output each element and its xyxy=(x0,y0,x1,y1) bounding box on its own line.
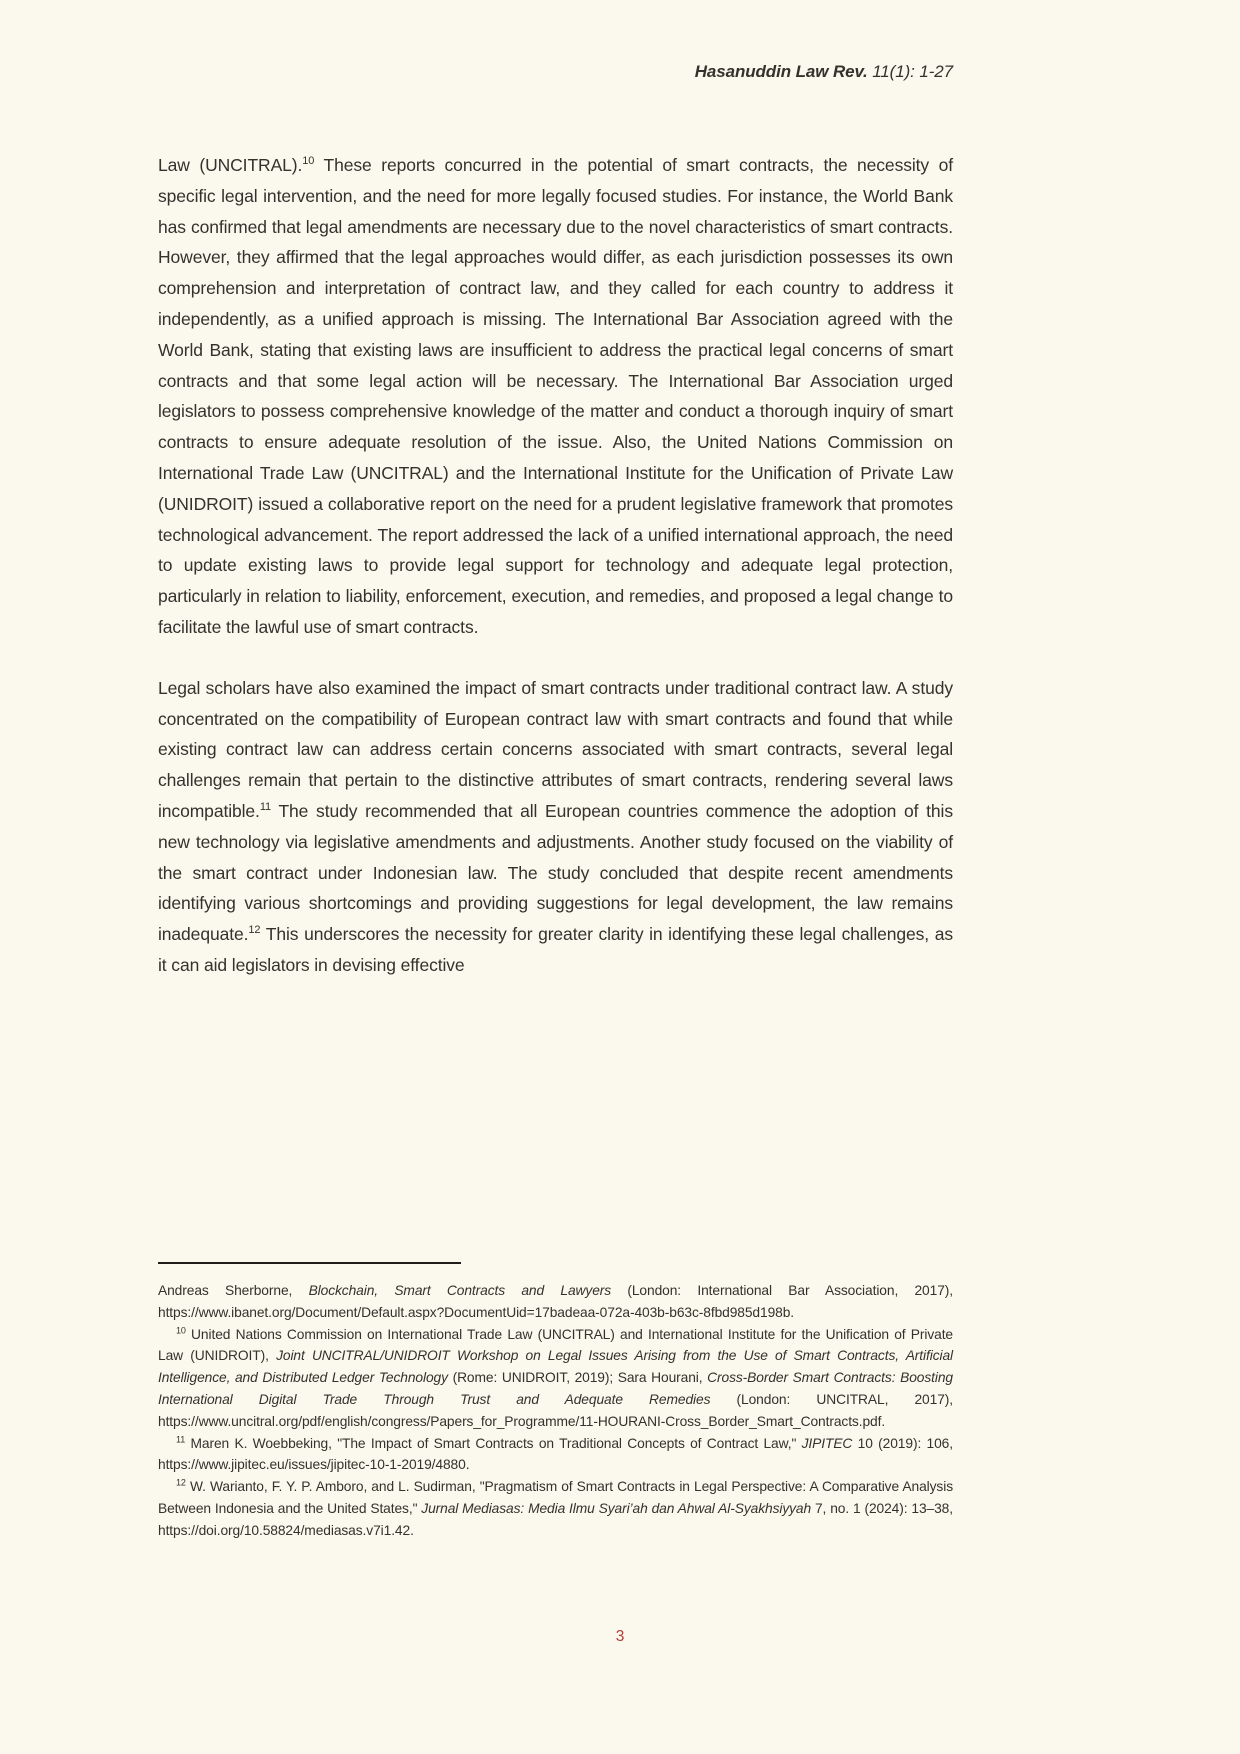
paragraph-1: Law (UNCITRAL).$^{10}$ These reports concurred in the potential of smart contracts, the necessity of specific legal intervention, and the need for more legally focused studies. For instance, the World Bank has confirmed that legal amendments are necessary due to the novel characteristics of smart contracts. However, they affirmed that the legal approaches would differ, as each jurisdiction possesses its own comprehension and interpretation of contract law, and they called for each country to address it independently, as a unified approach is missing. The International Bar Association agreed with the World Bank, stating that existing laws are insufficient to address the practical legal concerns of smart contracts and that some legal action will be necessary. The International Bar Association urged legislators to possess comprehensive knowledge of the matter and conduct a thorough inquiry of smart contracts to ensure adequate resolution of the issue. Also, the United Nations Commission on International Trade Law (UNCITRAL) and the International Institute for the Unification of Private Law (UNIDROIT) issued a collaborative report on the need for a prudent legislative framework that promotes technological advancement. The report addressed the lack of a unified international approach, the need to update existing laws to provide legal support for technology and adequate legal protection, particularly in relation to liability, enforcement, execution, and remedies, and proposed a legal change to facilitate the lawful use of smart contracts. xyxy=(158,155,953,637)
running-header xyxy=(158,62,953,82)
paragraph-2: Legal scholars have also examined the impact of smart contracts under traditional contract law. A study concentrated on the compatibility of European contract law with smart contracts and found that while existing contract law can address certain concerns associated with smart contracts, several legal challenges remain that pertain to the distinctive attributes of smart contracts, rendering several laws incompatible.$^{11}$ The study recommended that all European countries commence the adoption of this new technology via legislative amendments and adjustments. Another study focused on the viability of the smart contract under Indonesian law. The study concluded that despite recent amendments identifying various shortcomings and providing suggestions for legal development, the law remains inadequate.$^{12}$ This underscores the necessity for greater clarity in identifying these legal challenges, as it can aid legislators in devising effective xyxy=(158,677,953,975)
page-number: 3 xyxy=(615,1628,625,1645)
footnote-10: $^{10}$ United Nations Commission on International Trade Law (UNCITRAL) and International Institute for the Unification of Private Law (UNIDROIT), Joint UNCITRAL/UNIDROIT Workshop on Legal Issues Arising from the Use of Smart Contracts, Artificial Intelligence, and Distributed Ledger Technology (Rome: UNIDROIT, 2019); Sara Hourani, Cross-Border Smart Contracts: Boosting International Digital Trade Through Trust and Adequate Remedies (London: UNCITRAL, 2017), https://www.uncitral.org/pdf/english/congress/Papers_for_Programme/11-HOURANI-Cross_Border_Smart_Contracts.pdf. xyxy=(158,1325,953,1429)
journal-title: Hasanuddin Law Rev. xyxy=(694,62,868,81)
footnotes-section xyxy=(158,1280,953,1542)
footnote-separator-rule xyxy=(158,1262,461,1264)
footnote-11: $^{11}$ Maren K. Woebbeking, "The Impact of Smart Contracts on Traditional Concepts of Contract Law," JIPITEC 10 (2019): 106, https://www.jipitec.eu/issues/jipitec-10-1-2019/4880. xyxy=(158,1433,953,1473)
footnote-continuation: Andreas Sherborne, Blockchain, Smart Contracts and Lawyers (London: International Bar Association, 2017), https://www.ibanet.org/Document/Default.aspx?DocumentUid=17badeaa-072a-403b-b63c-8fbd985d198b. xyxy=(158,1283,953,1320)
footnote-12: $^{12}$ W. Warianto, F. Y. P. Amboro, and L. Sudirman, "Pragmatism of Smart Contracts in Legal Perspective: A Comparative Analysis Between Indonesia and the United States," Jurnal Mediasas: Media Ilmu Syari’ah dan Ahwal Al-Syakhsiyyah 7, no. 1 (2024): 13–38, https://doi.org/10.58824/mediasas.v7i1.42. xyxy=(158,1477,953,1538)
body-text xyxy=(158,150,953,1011)
issue-info: 11(1): 1-27 xyxy=(867,62,953,81)
